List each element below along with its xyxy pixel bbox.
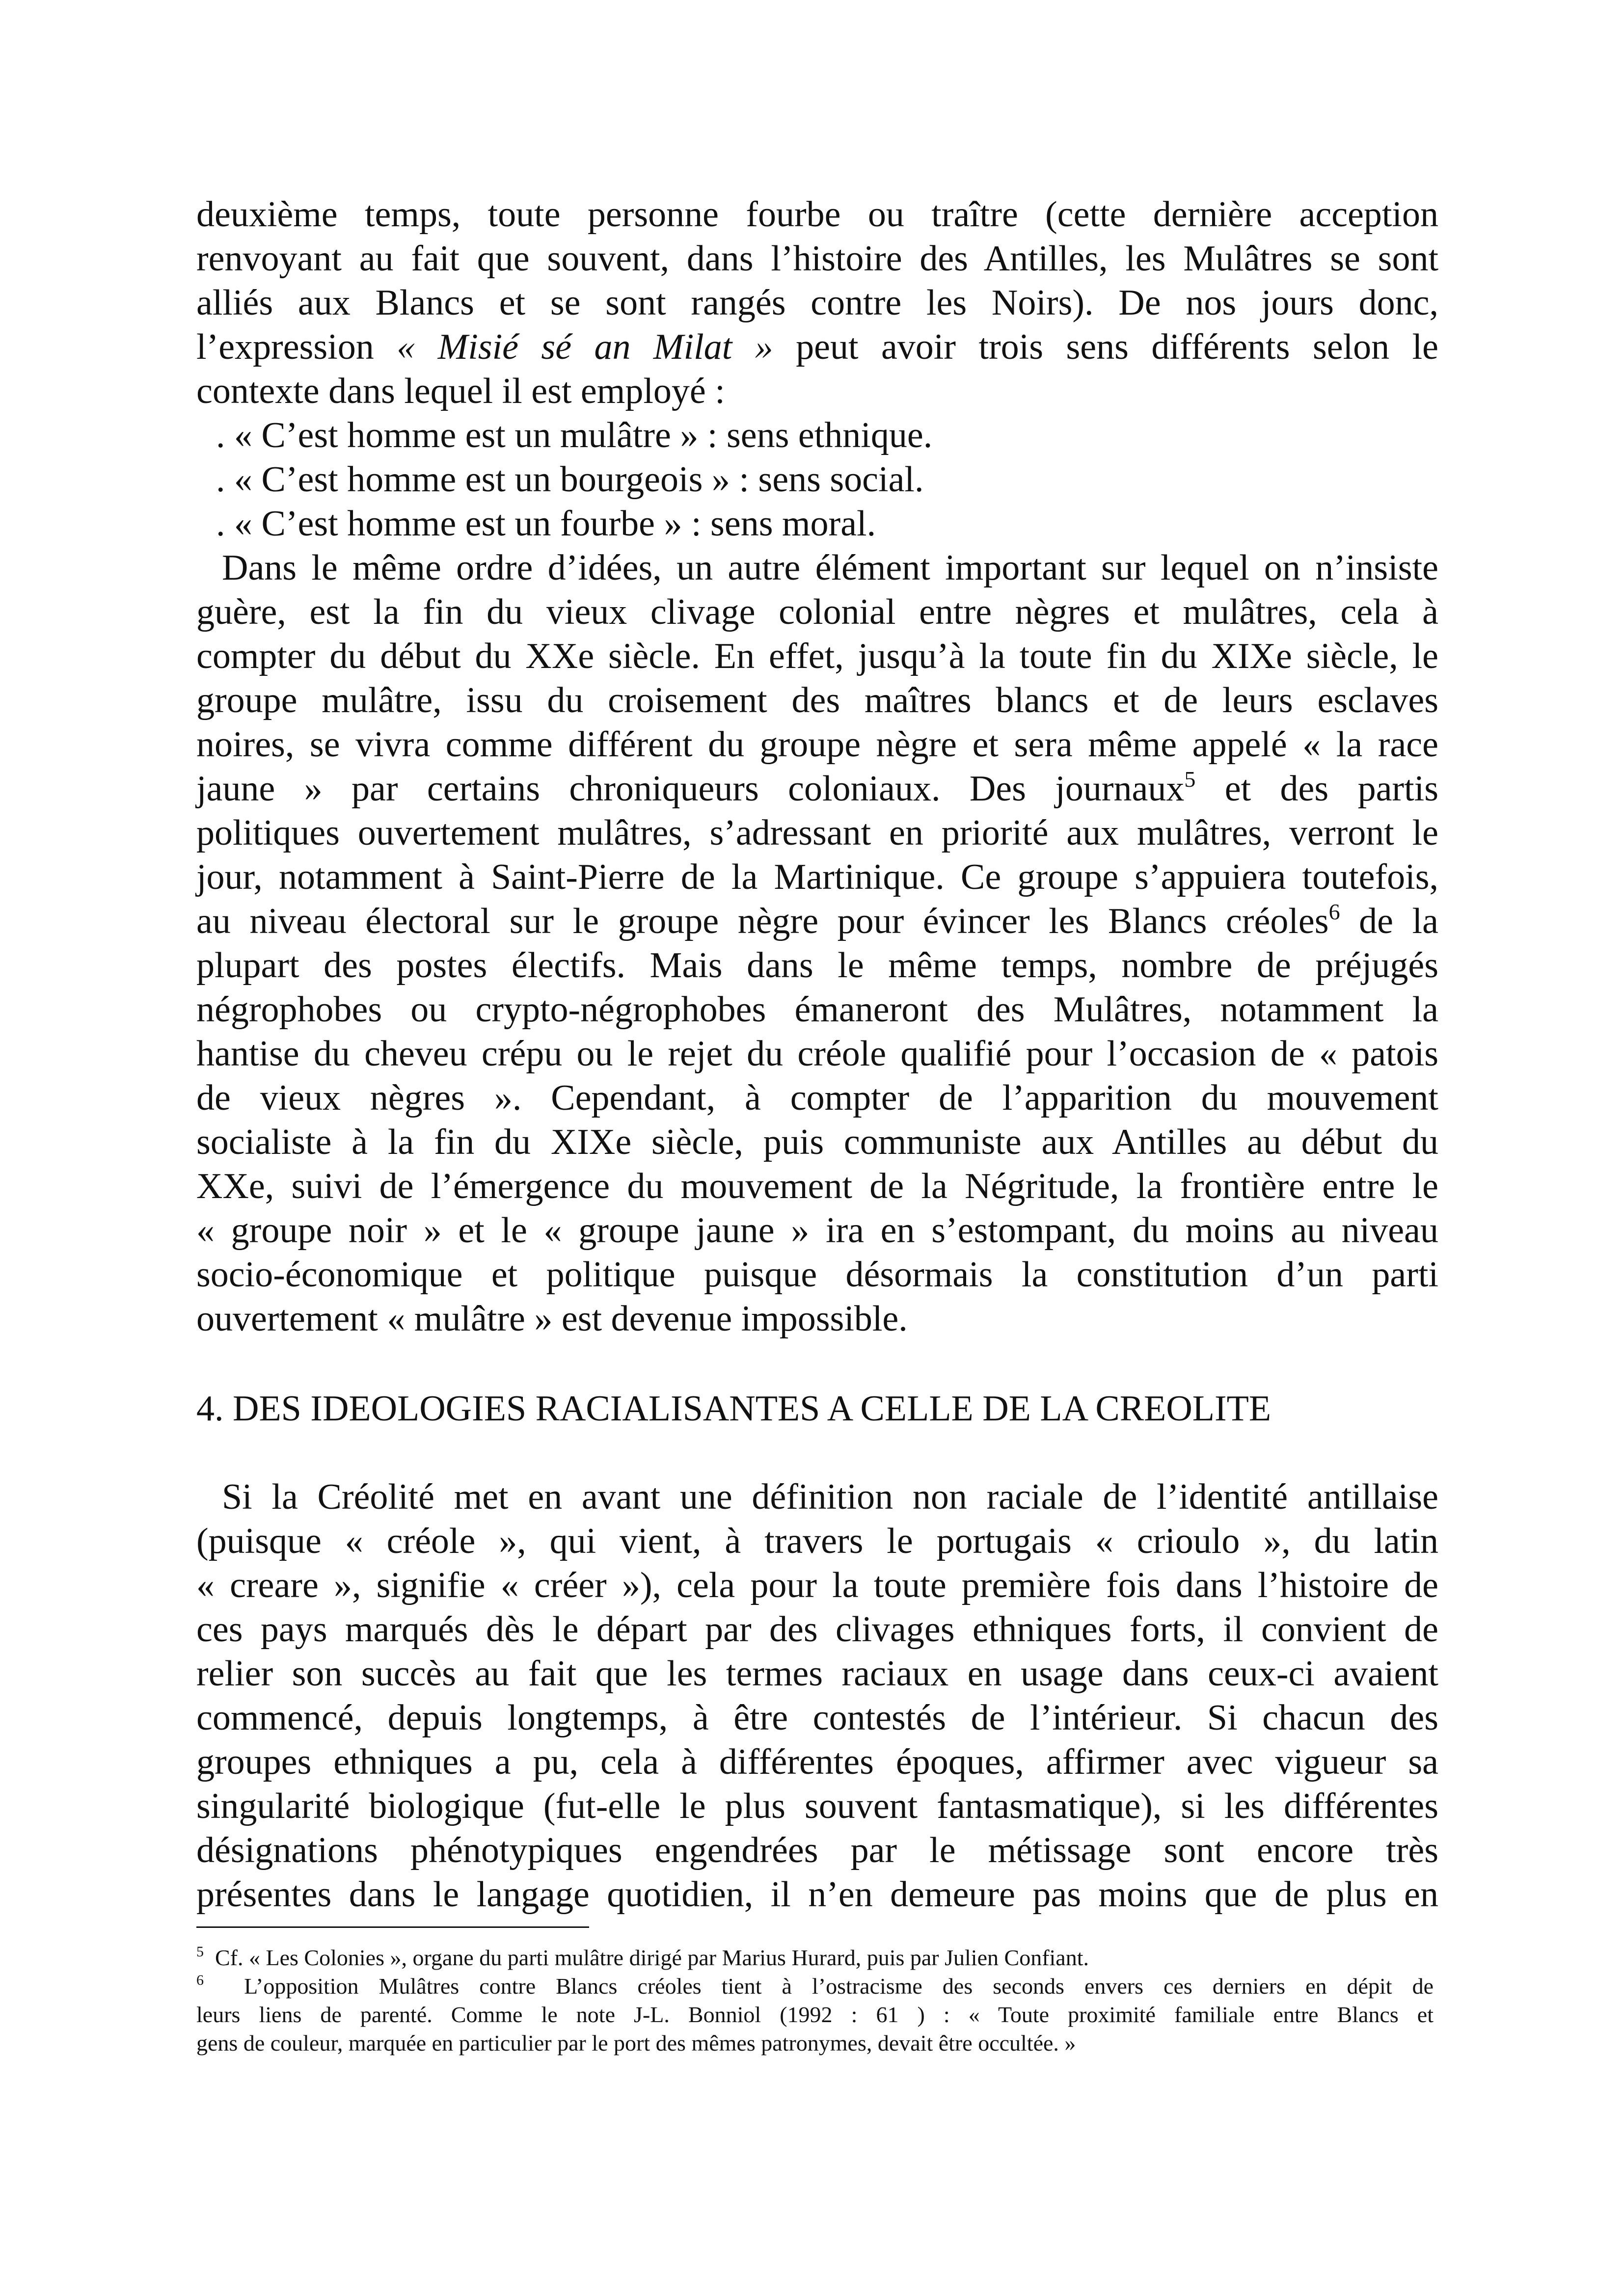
text-line: alliés aux Blancs et se sont rangés contre les Noirs). De nos jours donc, (196, 283, 1438, 323)
text-line: jour, notamment à Saint-Pierre de la Martinique. Ce groupe s’appuiera toutefois, (196, 857, 1438, 897)
text-line: XXe, suivi de l’émergence du mouvement de la Négritude, la frontière entre le (196, 1166, 1438, 1206)
text-line: groupe mulâtre, issu du croisement des maîtres blancs et de leurs esclaves (196, 680, 1438, 721)
text-line: guère, est la fin du vieux clivage colonial entre nègres et mulâtres, cela à (196, 592, 1438, 632)
footnote-ref-6[interactable]: 6 (1328, 899, 1340, 924)
text-line: (puisque « créole », qui vient, à travers le portugais « crioulo », du latin (196, 1521, 1438, 1561)
text-line: commencé, depuis longtemps, à être contestés de l’intérieur. Si chacun des (196, 1698, 1438, 1738)
text-line: compter du début du XXe siècle. En effet, jusqu’à la toute fin du XIXe siècle, le (196, 636, 1438, 676)
text-line: plupart des postes électifs. Mais dans le même temps, nombre de préjugés (196, 945, 1438, 986)
text-line: négrophobes ou crypto-négrophobes émaneront des Mulâtres, notamment la (196, 989, 1438, 1030)
section-heading: 4. DES IDEOLOGIES RACIALISANTES A CELLE DE LA CREOLITE (196, 1388, 1271, 1429)
text-line: deuxième temps, toute personne fourbe ou traître (cette dernière acception (196, 194, 1438, 235)
text-line: noires, se vivra comme différent du groupe nègre et sera même appelé « la race (196, 724, 1438, 765)
text-line: ouvertement « mulâtre » est devenue impossible. (196, 1299, 908, 1339)
text-line: socialiste à la fin du XIXe siècle, puis communiste aux Antilles au début du (196, 1122, 1438, 1162)
footnote-number-5: 5 (196, 1944, 204, 1960)
text-line: désignations phénotypiques engendrées par le métissage sont encore très (196, 1830, 1438, 1870)
footnote-number-6: 6 (196, 1972, 204, 1988)
footnote-divider (196, 1926, 589, 1928)
list-item-moral: . « C’est homme est un fourbe » : sens moral. (216, 504, 876, 544)
text-line: groupes ethniques a pu, cela à différentes époques, affirmer avec vigueur sa (196, 1742, 1438, 1782)
text-line: relier son succès au fait que les termes raciaux en usage dans ceux-ci avaient (196, 1654, 1438, 1694)
text-line: singularité biologique (fut-elle le plus souvent fantasmatique), si les différentes (196, 1786, 1438, 1826)
text-line: de vieux nègres ». Cependant, à compter de l’apparition du mouvement (196, 1078, 1438, 1118)
text-line-expression (196, 325, 1438, 369)
text-line: présentes dans le langage quotidien, il n’en demeure pas moins que de plus en (196, 1874, 1438, 1915)
creole-expression: « Misié sé an Milat » (397, 327, 773, 367)
text-line: « groupe noir » et le « groupe jaune » ira en s’estompant, du moins au niveau (196, 1210, 1438, 1251)
body-text-upper (196, 192, 1438, 1341)
list-item-ethnic: . « C’est homme est un mulâtre » : sens ethnique. (216, 415, 933, 455)
text-line: ces pays marqués dès le départ par des clivages ethniques forts, il convient de (196, 1609, 1438, 1650)
expression-prefix: l’expression (196, 327, 374, 367)
text-line: « creare », signifie « créer »), cela pour la toute première fois dans l’histoire de (196, 1565, 1438, 1605)
text-line: Si la Créolité met en avant une définition non raciale de l’identité antillaise (222, 1477, 1438, 1517)
text-line: politiques ouvertement mulâtres, s’adressant en priorité aux mulâtres, verront le (196, 813, 1438, 853)
footnote-6-continuation: gens de couleur, marquée en particulier par le port des mêmes patronymes, devait être occultée. » (196, 2030, 1076, 2056)
body-text-lower (196, 1475, 1438, 1917)
text-line: contexte dans lequel il est employé : (196, 371, 725, 411)
footnote-5: $^5$ Cf. « Les Colonies », organe du parti mulâtre dirigé par Marius Hurard, puis par Julien Confiant. (196, 1944, 1089, 1970)
footnote-ref-5[interactable]: 5 (1184, 767, 1196, 792)
text-line: hantise du cheveu crépu ou le rejet du créole qualifié pour l’occasion de « patois (196, 1034, 1438, 1074)
list-item-social: . « C’est homme est un bourgeois » : sens social. (216, 459, 924, 500)
footnote-6: $^6$ L’opposition Mulâtres contre Blancs créoles tient à l’ostracisme des seconds envers ces derniers en dépit de (196, 1972, 1434, 1999)
footnotes (196, 1944, 1434, 2057)
text-line: socio-économique et politique puisque désormais la constitution d’un parti (196, 1255, 1438, 1295)
expression-suffix: peut avoir trois sens différents selon le (796, 327, 1438, 367)
text-line: renvoyant au fait que souvent, dans l’histoire des Antilles, les Mulâtres se sont (196, 239, 1438, 279)
text-line-footnote-ref-5: jaune » par certains chroniqueurs coloniaux. Des journaux$^5$ et des partis (196, 767, 1438, 809)
text-line-footnote-ref-6: au niveau électoral sur le groupe nègre pour évincer les Blancs créoles$^6$ de la (196, 899, 1439, 941)
text-line: Dans le même ordre d’idées, un autre élément important sur lequel on n’insiste (222, 548, 1438, 588)
footnote-6-continuation: leurs liens de parenté. Comme le note J-L. Bonniol (1992 : 61 ) : « Toute proximité familiale entre Blancs et (196, 2002, 1434, 2027)
